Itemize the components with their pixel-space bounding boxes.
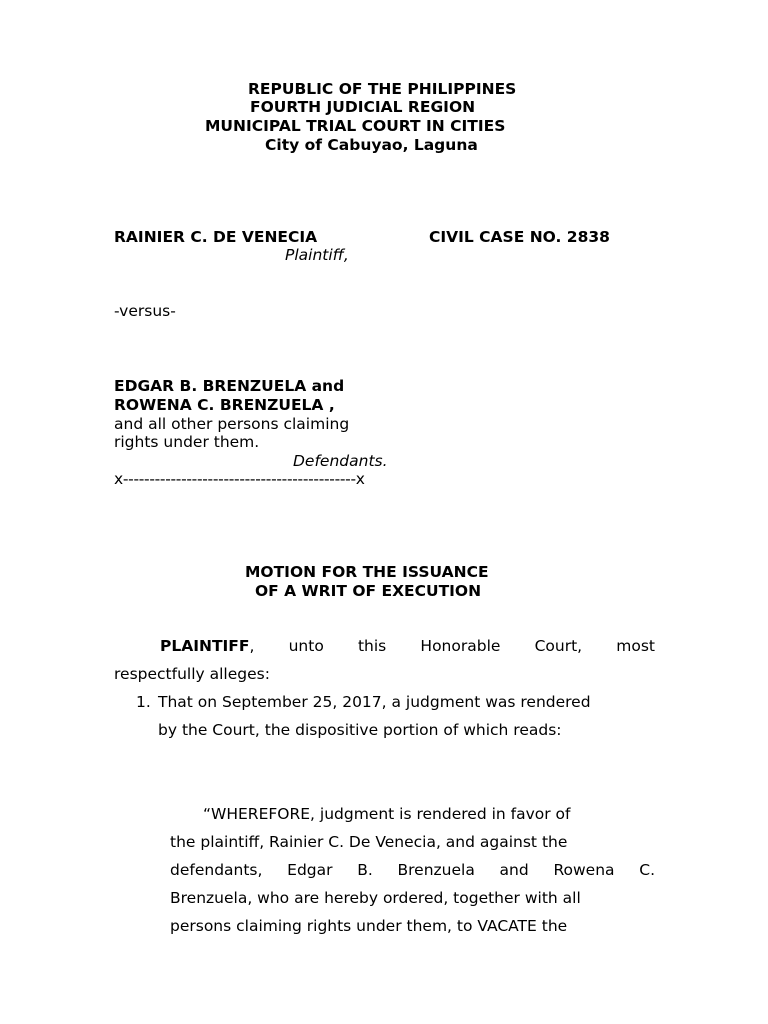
- defendant-line-3: and all other persons claiming: [114, 415, 350, 433]
- intro-line-2: respectfully alleges:: [114, 665, 270, 683]
- quote-line-2: the plaintiff, Rainier C. De Venecia, and against the: [170, 833, 568, 851]
- quote-word: Edgar: [287, 861, 333, 879]
- court-header-court: MUNICIPAL TRIAL COURT IN CITIES: [205, 117, 506, 135]
- defendant-line-4: rights under them.: [114, 433, 260, 451]
- defendants-label: Defendants.: [293, 452, 388, 470]
- intro-word: Honorable: [420, 637, 501, 655]
- case-number: CIVIL CASE NO. 2838: [429, 228, 610, 246]
- court-header-city: City of Cabuyao, Laguna: [265, 136, 478, 154]
- versus-label: -versus-: [114, 302, 176, 320]
- plaintiff-name: RAINIER C. DE VENECIA: [114, 228, 318, 246]
- intro-word: unto: [288, 637, 324, 655]
- item-1-line-2: by the Court, the dispositive portion of which reads:: [158, 721, 562, 739]
- item-1-number: 1.: [136, 693, 151, 711]
- intro-word: Court,: [534, 637, 583, 655]
- defendant-line-2: ROWENA C. BRENZUELA ,: [114, 396, 335, 414]
- quote-word: Brenzuela: [397, 861, 475, 879]
- item-1-line-1: That on September 25, 2017, a judgment was rendered: [158, 693, 591, 711]
- quote-word: B.: [357, 861, 373, 879]
- quote-word: Rowena: [553, 861, 615, 879]
- intro-line-1: [160, 637, 655, 655]
- intro-word-plaintiff: PLAINTIFF,: [160, 637, 255, 655]
- defendant-line-1: EDGAR B. BRENZUELA and: [114, 377, 345, 395]
- caption-separator: x--------------------------------------------x: [114, 470, 365, 488]
- quote-line-5: persons claiming rights under them, to VACATE the: [170, 917, 568, 935]
- quote-word: and: [499, 861, 529, 879]
- plaintiff-label: Plaintiff,: [285, 246, 349, 264]
- court-header-republic: REPUBLIC OF THE PHILIPPINES: [248, 80, 517, 98]
- quote-word: C.: [639, 861, 655, 879]
- quote-line-1: “WHEREFORE, judgment is rendered in favor of: [203, 805, 571, 823]
- motion-title-line-2: OF A WRIT OF EXECUTION: [255, 582, 482, 600]
- quote-line-4: Brenzuela, who are hereby ordered, together with all: [170, 889, 581, 907]
- motion-title-line-1: MOTION FOR THE ISSUANCE: [245, 563, 489, 581]
- intro-word: most: [616, 637, 655, 655]
- intro-word: this: [357, 637, 387, 655]
- court-header-region: FOURTH JUDICIAL REGION: [250, 98, 476, 116]
- quote-word: defendants,: [170, 861, 263, 879]
- quote-line-3: [170, 861, 655, 879]
